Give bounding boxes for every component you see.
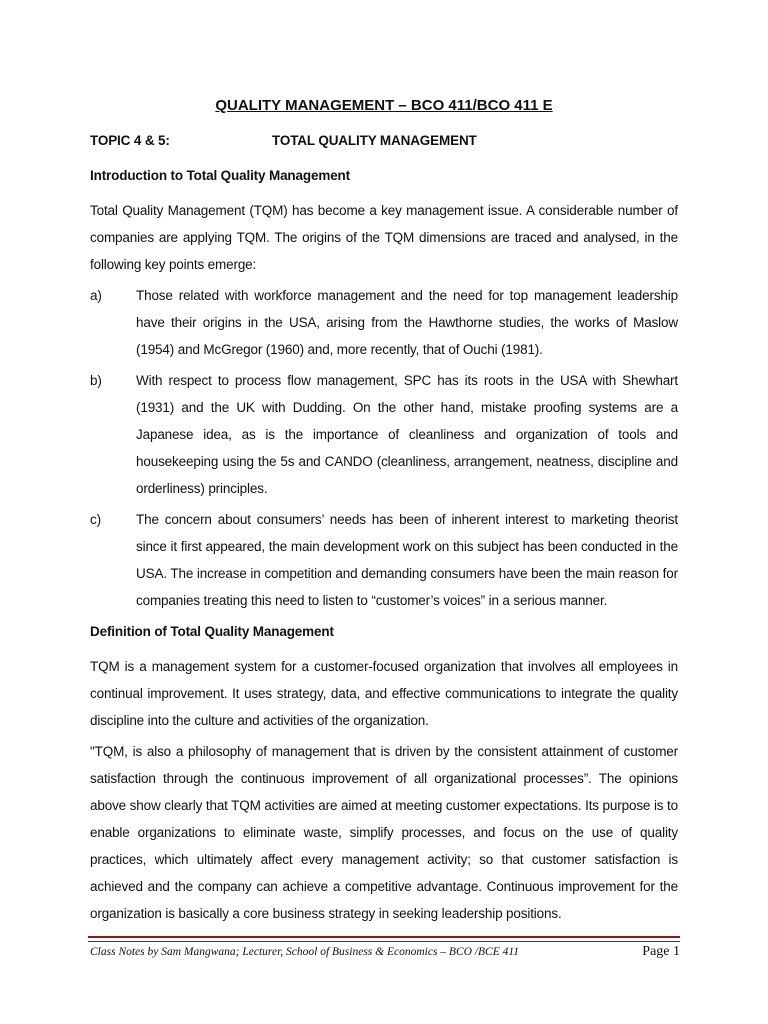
- page-footer: [90, 944, 680, 960]
- topic-row: [90, 127, 678, 154]
- list-item-marker: c): [90, 512, 101, 527]
- list-item-text: Those related with workforce management and the need for top management leadership have their origins in the USA, arising from the Hawthorne studies, the works of Maslow (1954) and McGregor (1960) and, more recently, that of Ouchi (1981).: [136, 288, 678, 357]
- page-number: Page 1: [642, 944, 680, 959]
- list-item-marker: b): [90, 373, 102, 388]
- definition-heading: Definition of Total Quality Management: [90, 624, 334, 639]
- document-body: [90, 92, 678, 931]
- topic-label: TOPIC 4 & 5:: [90, 133, 170, 148]
- definition-paragraph-1: TQM is a management system for a customer-focused organization that involves all employees in continual improvement. It uses strategy, data, and effective communications to integrate the quality discipline into the culture and activities of the organization.: [90, 659, 678, 728]
- document-title: QUALITY MANAGEMENT – BCO 411/BCO 411 E: [215, 97, 553, 114]
- topic-title: TOTAL QUALITY MANAGEMENT: [272, 133, 477, 148]
- list-item-marker: a): [90, 288, 102, 303]
- footer-note: Class Notes by Sam Mangwana; Lecturer, School of Business & Economics – BCO /BCE 411: [90, 946, 519, 958]
- definition-paragraph-2: "TQM, is also a philosophy of management that is driven by the consistent attainment of customer satisfaction through the continuous improvement of all organizational processes”. The opinions above show clearly that TQM activities are aimed at meeting customer expectations. Its purpose is to enable organizations to eliminate waste, simplify processes, and focus on the use of quality practices, which ultimately affect every management activity; so that customer satisfaction is achieved and the company can achieve a competitive advantage. Continuous improvement for the organization is basically a core business strategy in seeking leadership positions.: [90, 744, 678, 921]
- list-item: [90, 282, 678, 363]
- list-item: [90, 367, 678, 502]
- footer-divider: [88, 936, 680, 942]
- intro-paragraph: Total Quality Management (TQM) has become a key management issue. A considerable number of companies are applying TQM. The origins of the TQM dimensions are traced and analysed, in the following key points emerge:: [90, 203, 678, 272]
- list-item-text: With respect to process flow management, SPC has its roots in the USA with Shewhart (1931) and the UK with Dudding. On the other hand, mistake proofing systems are a Japanese idea, as is the importance of cleanliness and organization of tools and housekeeping using the 5s and CANDO (cleanliness, arrangement, neatness, discipline and orderliness) principles.: [136, 373, 678, 496]
- intro-heading: Introduction to Total Quality Management: [90, 168, 350, 183]
- list-item: [90, 506, 678, 614]
- list-item-text: The concern about consumers’ needs has been of inherent interest to marketing theorist since it first appeared, the main development work on this subject has been conducted in the USA. The increase in competition and demanding consumers have been the main reason for companies treating this need to listen to “customer’s voices” in a serious manner.: [136, 512, 678, 608]
